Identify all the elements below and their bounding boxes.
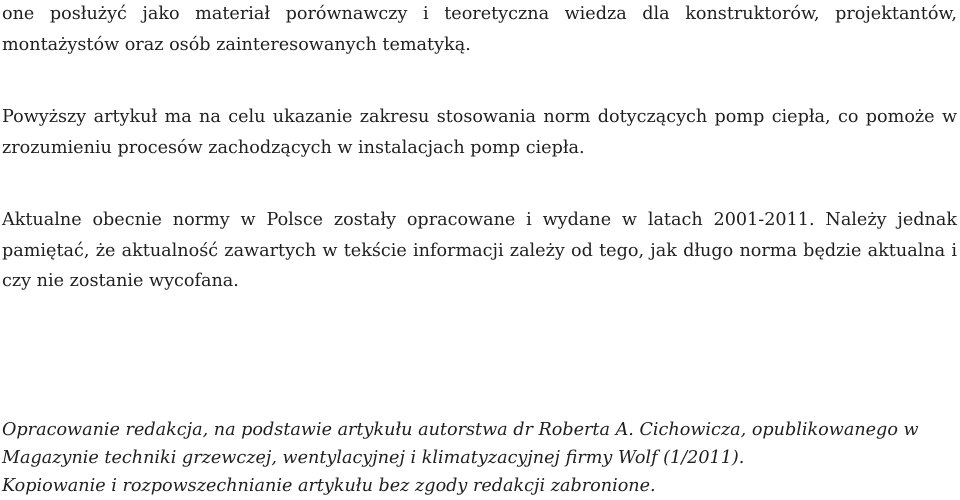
article-paragraph: Powyższy artykuł ma na celu ukazanie zakresu stosowania norm dotyczących pomp ciepła, co pomoże w zrozumieniu procesów zachodzących w instalacjach pomp ciepła.: [2, 107, 957, 158]
article-paragraph: Aktualne obecnie normy w Polsce zostały opracowane i wydane w latach 2001-2011. Należy jednak pamiętać, że aktualność zawartych w tekście informacji zależy od tego, jak długo norma będzie aktualna i czy nie zostanie wycofana.: [2, 210, 957, 291]
article-paragraph: one posłużyć jako materiał porównawczy i teoretyczna wiedza dla konstruktorów, projektantów, montażystów oraz osób zainteresowanych tematyką.: [2, 4, 957, 55]
article-credits: [2, 416, 957, 500]
copyright-note: Kopiowanie i rozpowszechnianie artykułu bez zgody redakcji zabronione.: [2, 476, 656, 496]
source-note: Opracowanie redakcja, na podstawie artykułu autorstwa dr Roberta A. Cichowicza, opublikowanego w Magazynie techniki grzewczej, wentylacyjnej i klimatyzacyjnej firmy Wolf (1/2011).: [2, 420, 919, 468]
